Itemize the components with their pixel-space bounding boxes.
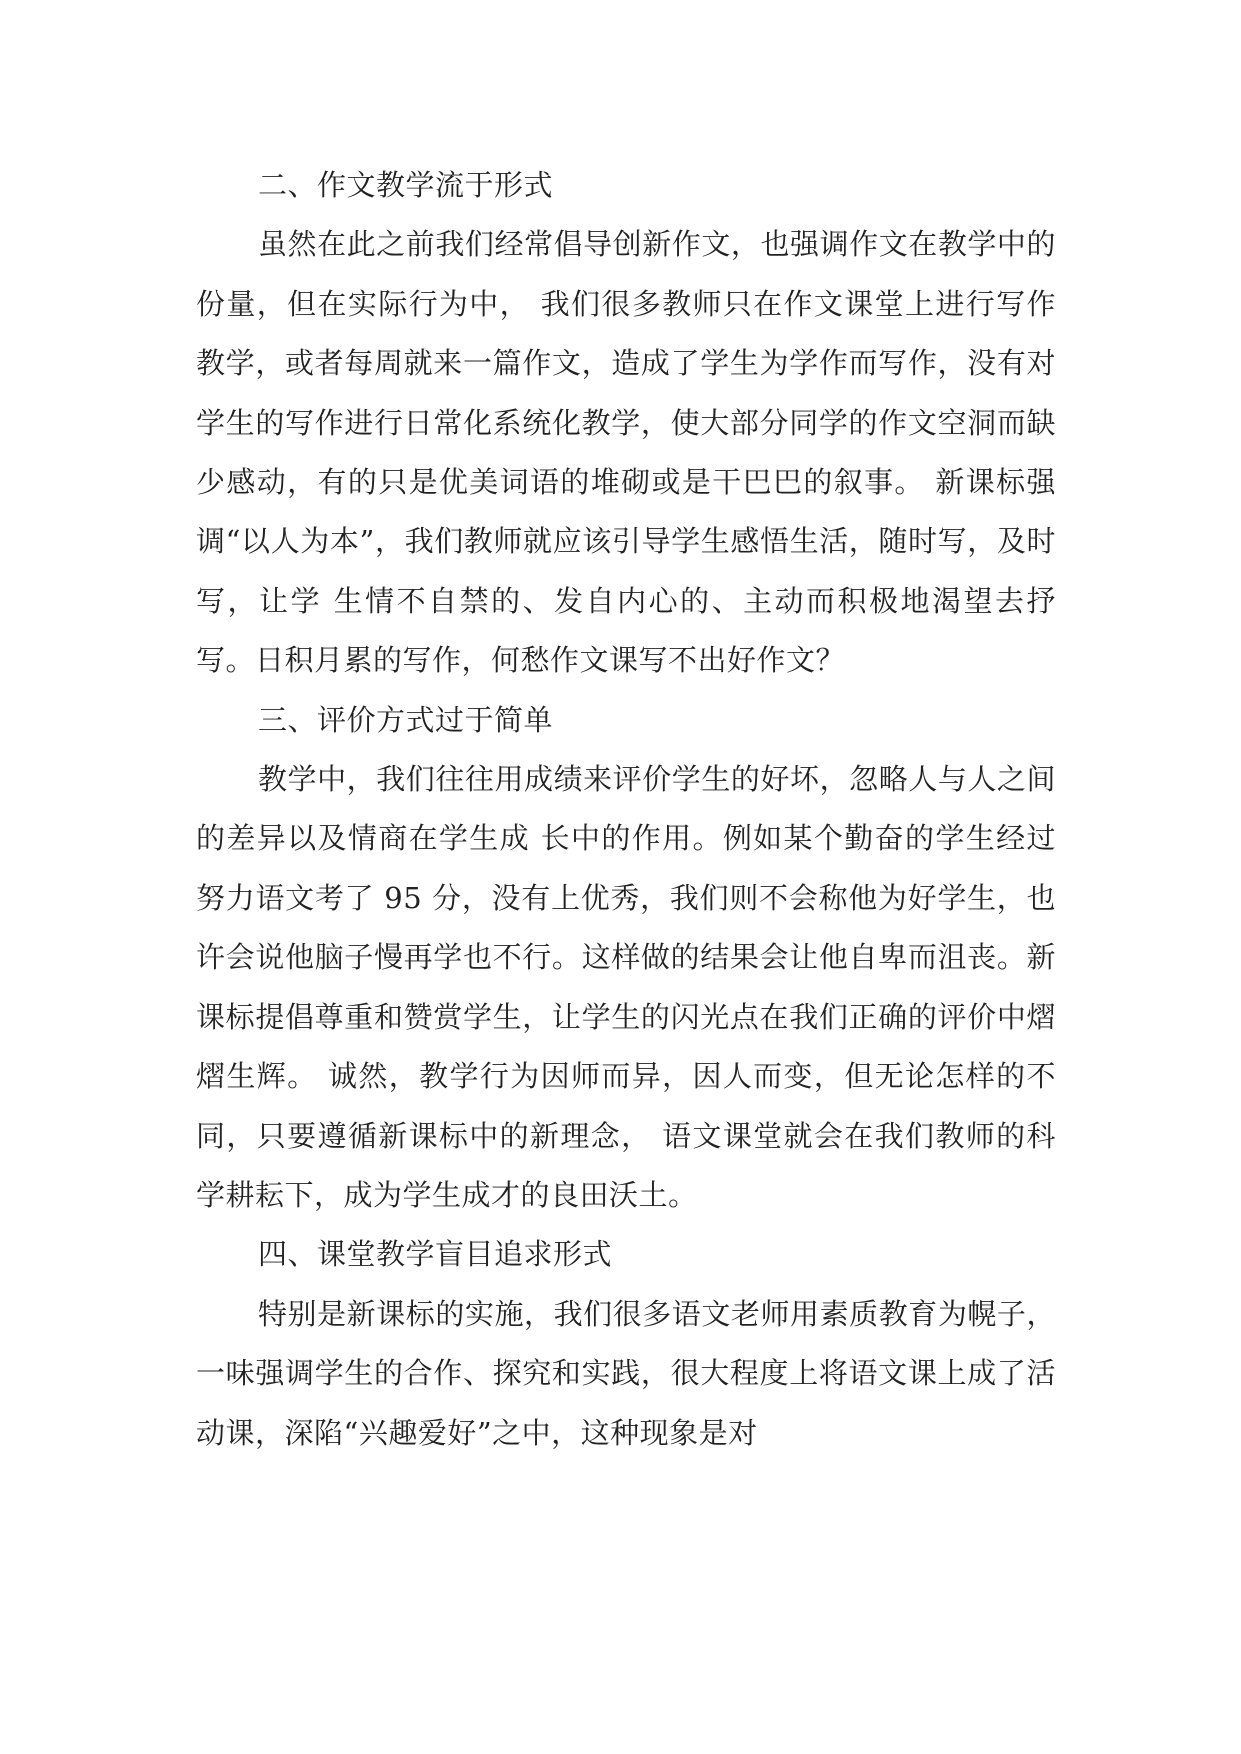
section-heading-3: 三、评价方式过于简单 (258, 702, 554, 737)
document-body (196, 156, 1056, 1463)
section-heading-4: 四、课堂教学盲目追求形式 (258, 1237, 613, 1272)
section-paragraph-3: 教学中，我们往往用成绩来评价学生的好坏，忽略人与人之间的差异以及情商在学生成 长中的作用。例如某个勤奋的学生经过努力语文考了 95 分，没有上优秀，我们则不会称他为好学生，也许会说他脑子慢再学也不行。这样做的结果会让他自卑而沮丧。新课标提倡尊重和赞赏学生，让学生的闪光点在我们正确的评价中熠熠生辉。 诚然，教学行为因师而异，因人而变，但无论怎样的不同，只要遵循新课标中的新理念， 语文课堂就会在我们教师的科学耕耘下，成为学生成才的良田沃土。 (196, 762, 1056, 1212)
section-heading-2: 二、作文教学流于形式 (258, 168, 554, 202)
section-paragraph-2: 虽然在此之前我们经常倡导创新作文，也强调作文在教学中的份量，但在实际行为中， 我们很多教师只在作文课堂上进行写作教学，或者每周就来一篇作文，造成了学生为学作而写作，没有对学生的写作进行日常化系统化教学，使大部分同学的作文空洞而缺少感动，有的只是优美词语的堆砌或是干巴巴的叙事。 新课标强调“以人为本”，我们教师就应该引导学生感悟生活，随时写，及时写，让学 生情不自禁的、发自内心的、主动而积极地渴望去抒写。日积月累的写作，何愁作文课写不出好作文？ (196, 227, 1056, 678)
section-paragraph-4: 特别是新课标的实施，我们很多语文老师用素质教育为幌子，一味强调学生的合作、探究和实践，很大程度上将语文课上成了活动课，深陷“兴趣爱好”之中，这种现象是对 (196, 1296, 1056, 1450)
